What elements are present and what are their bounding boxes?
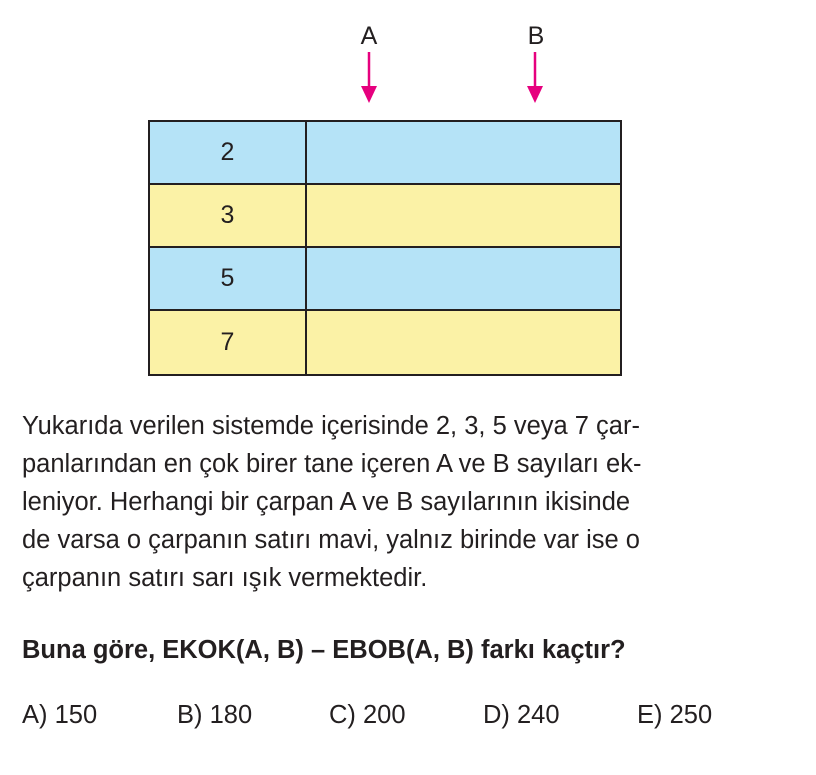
- problem-paragraph: [22, 407, 802, 597]
- arrow-down-icon-b: [525, 52, 545, 104]
- arrow-label-a: A: [360, 22, 378, 50]
- light-cell-2: [307, 122, 620, 185]
- factor-cell-5: 5: [150, 248, 307, 311]
- option-c[interactable]: C) 200: [329, 701, 406, 729]
- paragraph-line: panlarından en çok birer tane içeren A ve B sayıları ek-: [22, 450, 642, 478]
- factor-cell-3: 3: [150, 185, 307, 248]
- factor-cell-2: 2: [150, 122, 307, 185]
- arrow-down-icon-a: [359, 52, 379, 104]
- question-text: Buna göre, EKOK(A, B) – EBOB(A, B) farkı kaçtır?: [22, 636, 626, 664]
- paragraph-line: de varsa o çarpanın satırı mavi, yalnız birinde var ise o: [22, 526, 640, 554]
- factor-cell-7: 7: [150, 311, 307, 374]
- light-cell-3: [307, 185, 620, 248]
- light-cell-5: [307, 248, 620, 311]
- arrow-label-b: B: [527, 22, 545, 50]
- factor-table: [148, 120, 622, 376]
- option-e[interactable]: E) 250: [637, 701, 713, 729]
- option-d[interactable]: D) 240: [483, 701, 560, 729]
- paragraph-line: leniyor. Herhangi bir çarpan A ve B sayılarının ikisinde: [22, 488, 631, 516]
- light-cell-7: [307, 311, 620, 374]
- paragraph-line: Yukarıda verilen sistemde içerisinde 2, 3, 5 veya 7 çar-: [22, 412, 640, 440]
- paragraph-line: çarpanın satırı sarı ışık vermektedir.: [22, 564, 428, 592]
- option-b[interactable]: B) 180: [177, 701, 253, 729]
- option-a[interactable]: A) 150: [22, 701, 98, 729]
